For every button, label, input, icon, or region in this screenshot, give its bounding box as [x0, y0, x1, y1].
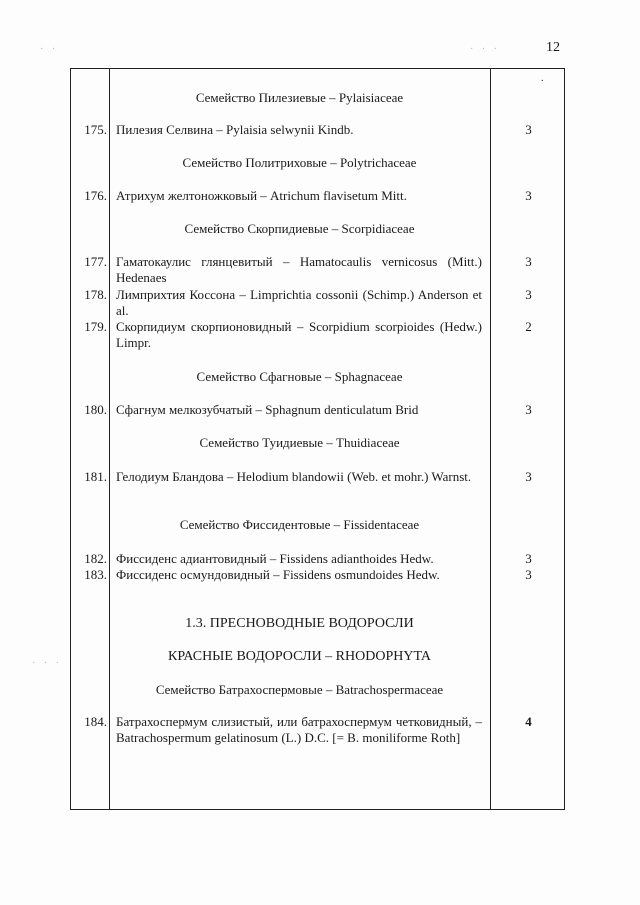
species-name: Фиссиденс адиантовидный – Fissidens adianthoides Hedw. [116, 551, 434, 566]
entry-number: 181. [84, 469, 107, 484]
entry-number: 178. [84, 287, 107, 302]
species-name: Батрахоспермум слизистый, или батрахоспермум четковидный, – Batrachospermum gelatinosum (L.) D.C. [= B. moniliforme Roth] [116, 714, 482, 745]
status-category: 2 [525, 319, 532, 334]
section-heading: КРАСНЫЕ ВОДОРОСЛИ – RHODOPHYTA [167, 649, 432, 664]
scan-speck: · · [40, 44, 59, 55]
status-category: 3 [525, 188, 532, 203]
species-name: Атрихум желтоножковый – Atrichum flavisetum Mitt. [116, 188, 407, 203]
family-heading: Семейство Пилезиевые – Pylaisiaceae [195, 90, 404, 105]
entry-number: 182. [84, 551, 107, 566]
scan-speck: · · · [32, 658, 62, 669]
status-category: 3 [525, 402, 532, 417]
species-name: Сфагнум мелкозубчатый – Sphagnum denticulatum Brid [116, 402, 419, 417]
family-heading: Семейство Туидиевые – Thuidiaceae [199, 435, 400, 450]
scan-speck: · · · [470, 44, 500, 55]
status-category: 3 [525, 254, 532, 269]
species-name: Пилезия Селвина – Pylaisia selwynii Kindb. [116, 122, 354, 137]
corner-mark: . [541, 73, 544, 84]
status-category: 3 [525, 469, 532, 484]
species-name: Гелодиум Бландова – Helodium blandowii (Web. et mohr.) Warnst. [116, 469, 472, 484]
family-heading: Семейство Политриховые – Polytrichaceae [182, 155, 417, 170]
entry-number: 184. [84, 714, 107, 729]
family-heading: Семейство Фиссидентовые – Fissidentaceae [179, 517, 420, 532]
family-heading: Семейство Батрахоспермовые – Batrachospermaceae [155, 682, 444, 697]
status-category: 3 [525, 567, 532, 582]
status-category: 4 [525, 714, 532, 729]
page-number: 12 [546, 40, 560, 55]
entry-number: 177. [84, 254, 107, 269]
entry-number: 183. [84, 567, 107, 582]
status-category: 3 [525, 122, 532, 137]
entry-number: 179. [84, 319, 107, 334]
species-name: Фиссиденс осмундовидный – Fissidens osmundoides Hedw. [116, 567, 440, 582]
family-heading: Семейство Скорпидиевые – Scorpidiaceae [184, 221, 415, 236]
status-category: 3 [525, 551, 532, 566]
status-category: 3 [525, 287, 532, 302]
family-heading: Семейство Сфагновые – Sphagnaceae [196, 369, 403, 384]
entry-number: 175. [84, 122, 107, 137]
section-heading: 1.3. ПРЕСНОВОДНЫЕ ВОДОРОСЛИ [185, 616, 414, 631]
species-name: Скорпидиум скорпионовидный – Scorpidium scorpioides (Hedw.) Limpr. [116, 319, 482, 350]
species-name: Гаматокаулис глянцевитый – Hamatocaulis vernicosus (Mitt.) Hedenaes [116, 254, 482, 285]
column-divider [490, 69, 491, 809]
species-name: Лимприхтия Коссона – Limprichtia cossonii (Schimp.) Anderson et al. [116, 287, 482, 318]
entry-number: 180. [84, 402, 107, 417]
entry-number: 176. [84, 188, 107, 203]
species-table [70, 68, 565, 810]
